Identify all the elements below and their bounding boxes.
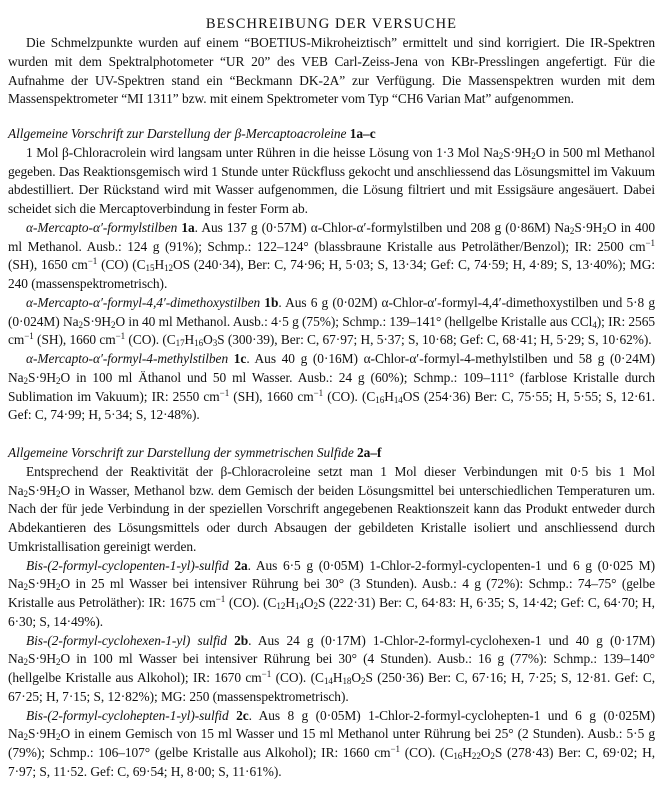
superscript: −1 [219,387,230,398]
text: S·9H [574,219,603,235]
subscript: 14 [393,394,403,405]
subscript: 2 [313,601,318,611]
compound-name: α-Mercapto-α′-formyl-4-methylstilben [26,351,229,366]
text: (CO). (C [125,332,176,348]
heading-text: Allgemeine Vorschrift zur Darstellung der β-Mercaptoacroleine [8,126,347,141]
section-heading-mercaptoacroleine [8,125,655,144]
compound-entry-2b [8,632,655,707]
subscript: 2 [78,319,83,330]
page-title: BESCHREIBUNG DER VERSUCHE [205,16,458,32]
subscript: 2 [56,732,61,743]
subscript: 2 [361,676,366,686]
compound-ref: 1a [181,219,195,235]
general-procedure-1 [8,144,655,219]
subscript: 12 [276,601,286,611]
subscript: 16 [375,394,385,405]
text: O in 100 ml Äthanol und 50 ml Wasser. Ausb.: 24 g (60%); Schmp.: 109–111° (farblose Kristalle durch Sublimation im Vakuum); IR: 2550 cm [8,369,655,404]
subscript: 2 [56,582,61,593]
text: (CO) (C [97,257,146,273]
text: O [303,595,314,610]
subscript: 2 [56,657,61,668]
compound-name: Bis-(2-formyl-cyclohexen-1-yl) sulfid [26,632,227,648]
text: H [462,745,472,760]
subscript: 17 [175,338,185,349]
text: H [154,257,165,273]
compound-entry-2a [8,557,655,632]
compound-name: Bis-(2-formyl-cyclopenten-1-yl)-sulfid [26,557,229,573]
intro-paragraph: Die Schmelzpunkte wurden auf einem “BOETIUS-Mikroheiztisch” ermittelt und sind korrigiert. Die IR-Spektren wurden mit dem Spektralphotometer “UR 20” des VEB Carl-Zeiss-Jena von KBr-Presslingen angefertigt. Für die Aufnahme der UV-Spektren stand ein “Beckmann DK-2A” zur Verfügung. Die Massenspektren wurden mit dem Massenspektrometer “MI 1311” bzw. mit einem Spektrometer vom Typ “CH6 Varian Mat” aufgenommen. [8,35,655,107]
subscript: 14 [294,601,304,611]
subscript: 2 [490,751,495,761]
text: OS (254·36) Ber: C, 75·55; H, 5·55; S, 12·61. Gef: C, 74·99; H, 5·34; S, 12·48%). [8,388,655,423]
subscript: 14 [323,676,333,686]
text: S·9H [27,482,57,498]
subscript: 2 [23,488,28,499]
text: . Aus 40 g (0·16M) α-Chlor-α′-formyl-4-methylstilben und 58 g (0·24M) Na [8,351,655,385]
text: ); IR: 2565 cm [8,313,655,348]
compound-name: Bis-(2-formyl-cyclohepten-1-yl)-sulfid [26,707,229,723]
text: S·9H [27,576,57,592]
text: . Aus 6 g (0·02M) α-Chlor-α′-formyl-4,4′-dimethoxystilben und 5·8 g (0·024M) Na [8,294,655,329]
text: S·9H [27,726,57,742]
text: O [480,745,491,760]
text: . Aus 137 g (0·57M) α-Chlor-α′-formylstilben und 208 g (0·86M) Na [194,219,570,235]
superscript: −1 [24,331,34,342]
text: (CO). (C [225,595,277,610]
text: Entsprechend der Reaktivität der β-Chloracroleine setzt man 1 Mol dieser Verbindungen mit 0·5 bis 1 Mol Na [8,463,655,498]
superscript: −1 [645,237,655,248]
subscript: 16 [194,338,204,349]
text: O [203,332,213,348]
text: H [184,332,195,348]
text: H [332,670,343,685]
text: (SH), 1660 cm [33,332,116,348]
subscript: 2 [111,319,116,330]
superscript: −1 [87,256,98,267]
compound-ref: 2b [234,632,249,648]
text: OS (240·34), Ber: C, 74·96; H, 5·03; S, 13·34; Gef: C, 74·59; H, 4·89; S, 13·40%); MG: 240 (massenspektrometrisch). [8,257,655,291]
text: S·9H [82,313,112,329]
subscript: 2 [23,582,28,593]
text: O in 500 ml Methanol gegeben. Das Reaktionsgemisch wird 1 Stunde unter Rückfluss gekocht und anschliessend das Lösungsmittel im Vakuum abdestilliert. Der Rückstand wird mit Wasser aufgenommen, die Lösung filtriert und mit Essigsäure angesäuert. Dabei scheidet sich die Mercaptoverbindung in fester Form ab. [8,144,655,216]
text: (SH), 1650 cm [8,257,88,273]
text: S·9H [27,651,57,667]
text: O in 400 ml Methanol. Ausb.: 124 g (91%); Schmp.: 122–124° (blassbraune Kristalle aus Petroläther/Benzol); IR: 2500 cm [8,219,655,254]
subscript: 15 [145,263,155,274]
superscript: −1 [390,744,400,754]
superscript: −1 [115,331,126,342]
text: S·9H [503,144,532,160]
compound-name: α-Mercapto-α′-formylstilben [26,219,178,235]
compound-entry-1a [8,219,655,294]
compound-name: α-Mercapto-α′-formyl-4,4′-dimethoxystilben [26,294,261,310]
section-spacer [8,109,655,125]
superscript: −1 [261,669,272,679]
section-heading-sulfide [8,444,655,463]
subscript: 22 [471,751,481,761]
compound-ref: 2a [234,557,248,573]
text: O in Wasser, Methanol bzw. dem Gemisch der beiden Lösungsmittel bei unterschiedlichen Temperaturen um. Nach der für jede Verbindung in der speziellen Vorschrift angegebenen Reaktionszeit kann das Produkt entweder durch Abdekantieren des Lösungsmittels oder durch Absaugen der gebildeten Kristalle isoliert und anschliessend durch Umkristallisation gereinigt werden. [8,482,655,554]
text: O [351,670,361,685]
text: S (278·43) Ber: C, 69·02; H, 7·97; S, 11·52. Gef: C, 69·54; H, 8·00; S, 11·61%). [8,745,656,779]
subscript: 12 [164,263,173,274]
text: O in 40 ml Methanol. Ausb.: 4·5 g (75%); Schmp.: 139–141° (hellgelbe Kristalle aus CCl [115,313,593,329]
text: S (250·36) Ber: C, 67·16; H, 7·25; S, 12·81. Gef: C, 67·25; H, 7·15; S, 12·82%); MG: 250 (massenspektrometrisch). [8,670,655,704]
compound-ref: 1b [264,294,279,310]
subscript: 18 [342,676,352,686]
heading-text: Allgemeine Vorschrift zur Darstellung der symmetrischen Sulfide [8,445,354,460]
text: (CO). (C [271,670,324,685]
text: S (300·39), Ber: C, 67·97; H, 5·37; S, 10·68; Gef: C, 68·41; H, 5·29; S, 10·62%). [217,332,652,348]
heading-ref: 2a–f [357,445,382,460]
text: (CO). (C [399,745,454,760]
subscript: 3 [212,338,218,349]
subscript: 2 [23,375,28,386]
superscript: −1 [313,387,324,398]
text: . Aus 8 g (0·05M) 1-Chlor-2-formyl-cyclohepten-1 und 6 g (0·025M) Na [8,707,655,742]
text: O in einem Gemisch von 15 ml Wasser und 15 ml Methanol unter Rührung bei 25° (2 Stunden). Ausb.: 5·5 g (79%); Schmp.: 106–107° (gelbe Kristalle aus Alkohol); IR: 1660 cm [8,726,655,760]
compound-entry-1c [8,350,655,425]
subscript: 2 [56,375,61,386]
superscript: −1 [215,594,226,604]
compound-entry-2c [8,707,655,782]
general-procedure-2 [8,463,655,557]
subscript: 2 [498,150,504,161]
text: S·9H [27,369,57,385]
subscript: 2 [602,225,607,236]
compound-entry-1b [8,294,655,350]
subscript: 2 [23,732,28,743]
subscript: 4 [592,319,597,330]
text: H [285,595,295,610]
compound-ref: 2c [236,707,249,723]
heading-ref: 1a–c [349,126,376,141]
subscript: 16 [453,751,463,761]
subscript: 2 [531,150,536,161]
document-page [8,14,655,782]
text: (CO). (C [323,388,376,404]
section-spacer [8,425,655,444]
subscript: 2 [23,657,28,668]
text: O in 25 ml Wasser bei intensiver Rührung bei 30° (3 Stunden). Ausb.: 4 g (72%): Schmp.: 74–75° (gelbe Kristalle aus Petroläther): IR: 1675 cm [8,576,655,610]
subscript: 2 [56,488,61,499]
text: (SH), 1660 cm [229,388,314,404]
text: . Aus 24 g (0·17M) 1-Chlor-2-formyl-cyclohexen-1 und 40 g (0·17M) Na [8,632,655,667]
text: O in 100 ml Wasser bei intensiver Rührung bei 30° (4 Stunden). Ausb.: 16 g (77%): Schmp.: 139–140° (hellgelbe Kristalle aus Alkohol); IR: 1670 cm [8,651,655,685]
compound-ref: 1c [233,351,247,366]
text: S (222·31) Ber: C, 64·83: H, 6·35; S, 14·42; Gef: C, 64·70; H, 6·30; S, 14·49%). [8,595,655,629]
subscript: 2 [569,225,575,236]
text: 1 Mol β-Chloracrolein wird langsam unter Rühren in die heisse Lösung von 1·3 Mol Na [26,144,499,160]
text: H [384,388,394,404]
text: . Aus 6·5 g (0·05M) 1-Chlor-2-formyl-cyclopenten-1 und 6 g (0·025 M) Na [8,557,655,592]
